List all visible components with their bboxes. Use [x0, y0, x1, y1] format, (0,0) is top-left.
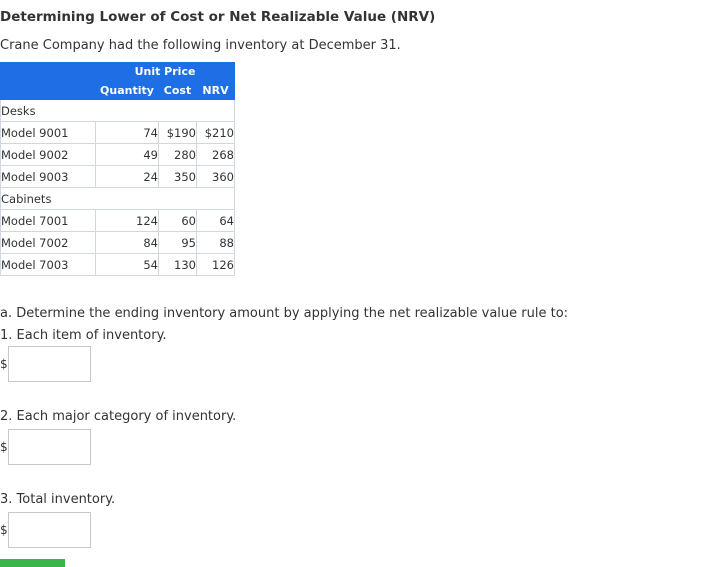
question-2-text: 2. Each major category of inventory.: [0, 409, 237, 424]
cost-cell: $190: [159, 122, 197, 144]
quantity-cell: 49: [96, 144, 159, 166]
model-cell: Model 9002: [1, 144, 96, 166]
table-row: [1, 210, 235, 232]
question-1-text: 1. Each item of inventory.: [0, 328, 167, 343]
nrv-cell: 64: [197, 210, 235, 232]
cost-cell: 280: [159, 144, 197, 166]
table-row: [1, 232, 235, 254]
quantity-cell: 24: [96, 166, 159, 188]
model-cell: Model 9003: [1, 166, 96, 188]
model-cell: Model 7002: [1, 232, 96, 254]
category-row: [1, 100, 235, 122]
currency-symbol-1: $: [0, 357, 8, 371]
question-3-text: 3. Total inventory.: [0, 492, 116, 507]
table-row: [1, 144, 235, 166]
cost-cell: 95: [159, 232, 197, 254]
cost-cell: 130: [159, 254, 197, 276]
quantity-cell: 84: [96, 232, 159, 254]
nrv-cell: 268: [197, 144, 235, 166]
cost-cell: 60: [159, 210, 197, 232]
cost-cell: 350: [159, 166, 197, 188]
page-title: Determining Lower of Cost or Net Realizable Value (NRV): [0, 9, 436, 25]
model-cell: Model 7003: [1, 254, 96, 276]
category-cabinets: Cabinets: [1, 188, 235, 210]
header-blank: [1, 63, 96, 81]
header-nrv: NRV: [197, 81, 235, 100]
model-cell: Model 9001: [1, 122, 96, 144]
intro-text: Crane Company had the following inventory at December 31.: [0, 38, 401, 53]
nrv-cell: 360: [197, 166, 235, 188]
table-row: [1, 254, 235, 276]
currency-symbol-2: $: [0, 440, 8, 454]
answer-input-total[interactable]: [8, 512, 91, 548]
nrv-cell: $210: [197, 122, 235, 144]
header-quantity: Quantity: [96, 81, 159, 100]
quantity-cell: 74: [96, 122, 159, 144]
submit-button[interactable]: [0, 559, 65, 567]
currency-symbol-3: $: [0, 523, 8, 537]
category-row: [1, 188, 235, 210]
header-blank-2: [1, 81, 96, 100]
quantity-cell: 54: [96, 254, 159, 276]
table-row: [1, 166, 235, 188]
model-cell: Model 7001: [1, 210, 96, 232]
category-desks: Desks: [1, 100, 235, 122]
inventory-table: [0, 62, 235, 276]
header-cost: Cost: [159, 81, 197, 100]
answer-input-each-item[interactable]: [8, 346, 91, 382]
nrv-cell: 88: [197, 232, 235, 254]
question-a-text: a. Determine the ending inventory amount by applying the net realizable value rule to:: [0, 306, 569, 321]
nrv-cell: 126: [197, 254, 235, 276]
header-unit-price: Unit Price: [96, 63, 235, 81]
quantity-cell: 124: [96, 210, 159, 232]
answer-input-each-category[interactable]: [8, 429, 91, 465]
table-row: [1, 122, 235, 144]
